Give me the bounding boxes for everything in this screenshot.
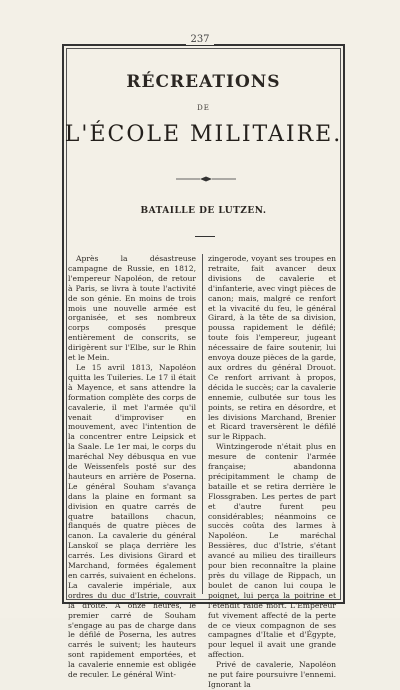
column-divider: [202, 254, 203, 594]
paragraph: Le 15 avril 1813, Napoléon quitta les Tuileries. Le 17 il était à Mayence, et sans attendre la formation complète des corps de cavalerie, il met l'armée qu'il venait d'improviser en mouvement, avec l'intention de la concentrer entre Leipsick et la Saale. Le 1er mai, le corps du maréchal Ney débusqua en vue de Weissenfels posté sur des hauteurs en arrière de Poserna. Le général Souham s'avança dans la plaine en formant sa division en quatre carrés de quatre bataillons chacun, flanqués de quatre pièces de canon. La cavalerie du général Lanskoï se plaça derrière les carrés. Les divisions Girard et Marchand, formées également en carrés, suivaient en échelons. La cavalerie impériale, aux ordres du duc d'Istrie, couvrait la droite. A onze heures, le premier carré de Souham s'engage au pas de charge dans le défilé de Poserna, les autres carrés le suivent; les hauteurs sont rapidement emportées, et la cavalerie ennemie est obligée de reculer. Le général Wint-: [68, 362, 196, 680]
paragraph: Après la désastreuse campagne de Russie, en 1812, l'empereur Napoléon, de retour à Paris, se livra à toute l'activité de son génie. En moins de trois mois une nouvelle armée est organisée, et ses nombreux corps composés presque entièrement de conscrits, se dirigèrent sur l'Elbe, sur le Rhin et le Mein.: [68, 254, 196, 363]
ornament-divider-icon: [176, 176, 236, 182]
text-column-right: [208, 254, 336, 689]
paragraph: Privé de cavalerie, Napoléon ne put faire poursuivre l'ennemi. Ignorant la: [208, 660, 336, 689]
title-ecole-militaire: L'ÉCOLE MILITAIRE.: [64, 122, 343, 147]
paragraph: Wintzingerode n'était plus en mesure de contenir l'armée française; abandonna précipitamment le champ de bataille et se retira derrière le Flossgraben. Les pertes de part et d'autre furent peu considérables; néanmoins ce succès coûta des larmes à Napoléon. Le maréchal Bessières, duc d'Istrie, s'étant avancé au milieu des tirailleurs pour bien reconnaître la plaine près du village de Rippach, un boulet de canon lui coupa le poignet, lui perça la poitrine et l'étendit raide mort. L'Empereur fut vivement affecté de la perte de ce vieux compagnon de ses campagnes d'Italie et d'Égypte, pour lequel il avait une grande affection.: [208, 442, 336, 660]
page-number: 237: [0, 34, 400, 45]
section-rule: [195, 236, 215, 237]
title-recreations: RÉCREATIONS: [126, 72, 281, 92]
paragraph: zingerode, voyant ses troupes en retraite, fait avancer deux divisions de cavalerie et d'infanterie, avec vingt pièces de canon; mais, malgré ce renfort et la vivacité du feu, le général Girard, à la tête de sa division, poussa rapidement le défilé; toute fois l'empereur, jugeant nécessaire de faire soutenir, lui envoya douze pièces de la garde, aux ordres du général Drouot. Ce renfort arrivant à propos, décida le succès; car la cavalerie ennemie, culbutée sur tous les points, se retira en désordre, et les divisions Marchand, Brenier et Ricard traversèrent le défilé sur le Rippach.: [208, 254, 336, 442]
section-title: BATAILLE DE LUTZEN.: [140, 206, 267, 216]
title-connector: DE: [197, 104, 210, 112]
text-column-left: [68, 254, 196, 680]
